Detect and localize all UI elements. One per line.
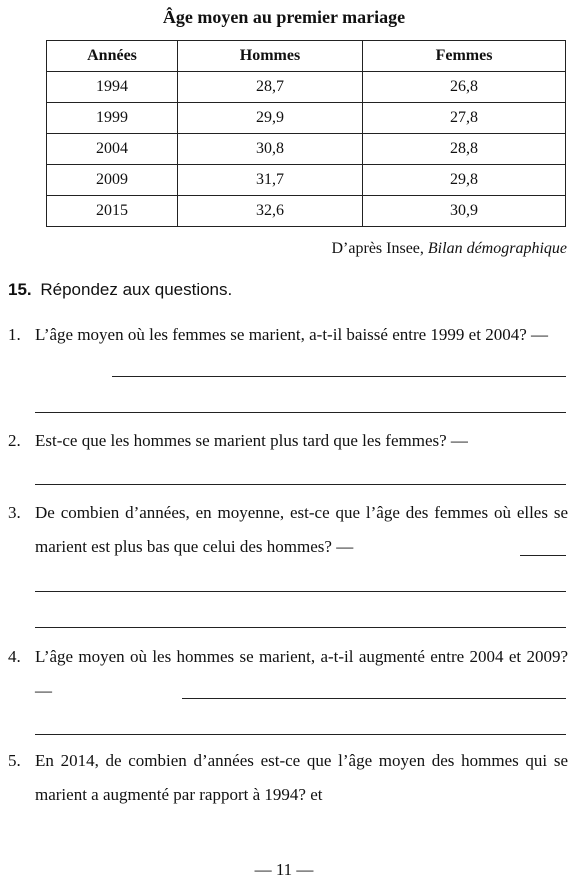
year-cell: 1994 (47, 72, 178, 103)
men-age-cell: 28,7 (178, 72, 363, 103)
header-women: Femmes (363, 41, 566, 72)
question-text: L’âge moyen où les femmes se marient, a-t-il baissé entre 1999 et 2004? — (35, 325, 548, 344)
question-number: 1. (8, 325, 21, 344)
answer-line[interactable] (35, 484, 566, 485)
question-5 (8, 744, 568, 812)
year-cell: 2004 (47, 134, 178, 165)
answer-line[interactable] (520, 555, 566, 556)
women-age-cell: 28,8 (363, 134, 566, 165)
women-age-cell: 29,8 (363, 165, 566, 196)
women-age-cell: 26,8 (363, 72, 566, 103)
table-row (47, 134, 566, 165)
year-cell: 2015 (47, 196, 178, 227)
answer-line[interactable] (35, 591, 566, 592)
women-age-cell: 27,8 (363, 103, 566, 134)
men-age-cell: 29,9 (178, 103, 363, 134)
year-cell: 1999 (47, 103, 178, 134)
question-3 (8, 496, 568, 564)
marriage-age-table (46, 40, 566, 227)
table-title: Âge moyen au premier mariage (162, 7, 406, 27)
page-number: — 11 — (254, 860, 314, 879)
exercise-instruction: Répondez aux questions. (40, 280, 233, 299)
question-text: Est-ce que les hommes se marient plus tard que les femmes? — (35, 431, 468, 450)
source-title: Bilan démographique (427, 240, 567, 257)
table-row (47, 196, 566, 227)
answer-line[interactable] (35, 412, 566, 413)
question-text: De combien d’années, en moyenne, est-ce que l’âge des femmes où elles se marient est plus bas que celui des hommes? — (35, 503, 568, 556)
table-row (47, 165, 566, 196)
table-row (47, 103, 566, 134)
question-number: 4. (8, 647, 21, 666)
men-age-cell: 31,7 (178, 165, 363, 196)
year-cell: 2009 (47, 165, 178, 196)
men-age-cell: 32,6 (178, 196, 363, 227)
question-text: En 2014, de combien d’années est-ce que l’âge moyen des hommes qui se marient a augmenté par rapport à 1994? et (35, 751, 568, 804)
answer-line[interactable] (112, 376, 566, 377)
question-number: 5. (8, 751, 21, 770)
header-years: Années (47, 41, 178, 72)
men-age-cell: 30,8 (178, 134, 363, 165)
exercise-heading (8, 280, 232, 300)
question-number: 3. (8, 503, 21, 522)
table-row (47, 72, 566, 103)
header-men: Hommes (178, 41, 363, 72)
source-prefix: D’après Insee, (331, 240, 428, 257)
women-age-cell: 30,9 (363, 196, 566, 227)
question-number: 2. (8, 431, 21, 450)
exercise-number: 15. (8, 280, 32, 299)
answer-line[interactable] (35, 734, 566, 735)
answer-line[interactable] (35, 627, 566, 628)
answer-line[interactable] (182, 698, 566, 699)
question-1 (8, 318, 568, 352)
question-2 (8, 424, 568, 458)
question-text: L’âge moyen où les hommes se marient, a-t-il augmenté entre 2004 et 2009? — (35, 647, 568, 700)
table-source (332, 240, 568, 258)
table-header-row (47, 41, 566, 72)
